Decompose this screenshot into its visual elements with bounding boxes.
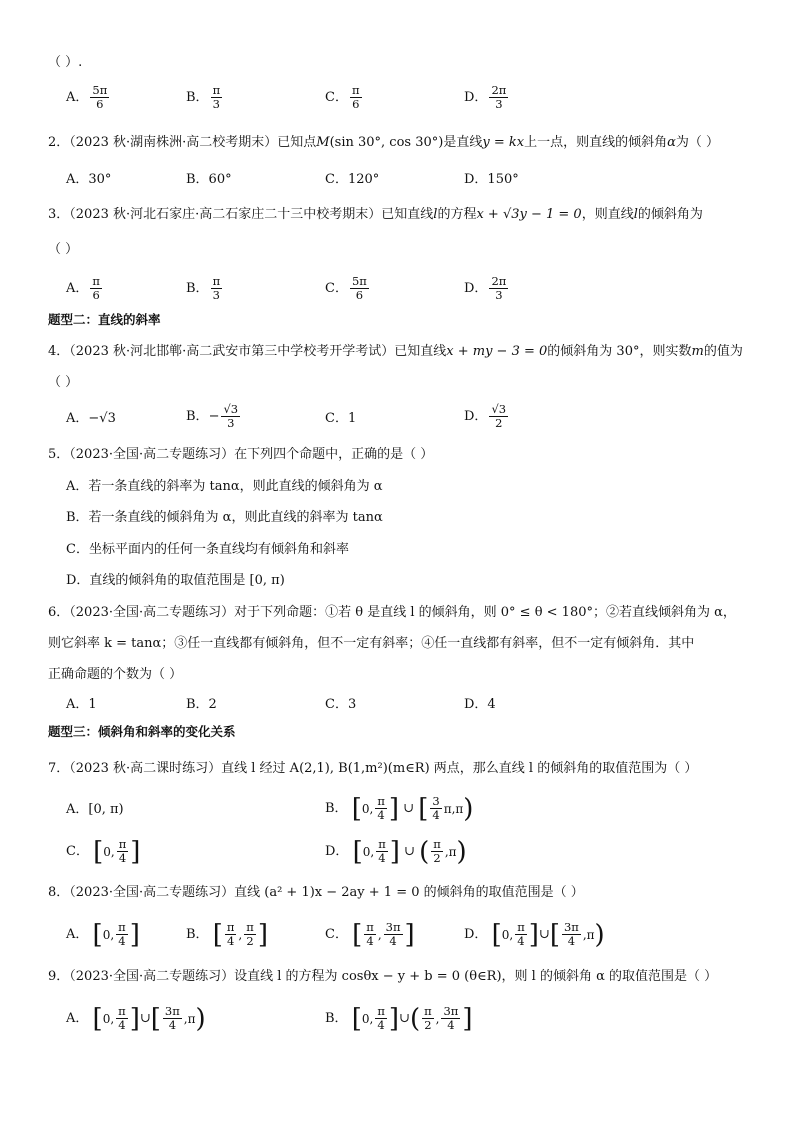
q8-option-c: C． [ $\frac{\pi}{4}$ , $\frac{3\pi}{4}$ ] <box>325 919 415 950</box>
q7-option-c: C． [ 0, $\frac{\pi}{4}$ ] <box>66 836 141 867</box>
q3-option-d: D． $\frac{2\pi}{3}$ <box>464 274 507 302</box>
q4-option-a: A．−√3 <box>66 411 116 426</box>
q6-option-d: D．4 <box>464 697 496 712</box>
continued-paren: （ ）. <box>48 55 83 70</box>
q5-option-a: A．若一条直线的斜率为 tanα，则此直线的倾斜角为 α <box>66 479 383 494</box>
q1-option-b: B． $\frac{\pi}{3}$ <box>186 83 221 111</box>
q6-stem-line2: 则它斜率 k = tanα；③任一直线都有倾斜角，但不一定有斜率；④任一直线都有斜率，但不一定有倾斜角．其中 <box>48 636 695 651</box>
q7-stem: 7．（2023 秋·高二课时练习）直线 l 经过 A(2,1), B(1,m²)(m∈R) 两点，那么直线 l 的倾斜角的取值范围为（ ） <box>48 761 698 776</box>
q3-paren: （ ） <box>48 242 79 257</box>
q6-option-a: A．1 <box>66 697 97 712</box>
q1-option-d: D． $\frac{2\pi}{3}$ <box>464 83 507 111</box>
q6-option-c: C．3 <box>325 697 357 712</box>
q8-stem: 8．（2023·全国·高二专题练习）直线 (a² + 1)x − 2ay + 1 = 0 的倾斜角的取值范围是（ ） <box>48 885 584 900</box>
q7-option-d: D． [ 0, $\frac{\pi}{4}$ ] ∪ ( $\frac{\pi}{2}$ ,π ) <box>325 836 467 867</box>
q5-option-b: B．若一条直线的倾斜角为 α，则此直线的斜率为 tanα <box>66 510 383 525</box>
q1-option-c: C． $\frac{\pi}{6}$ <box>325 83 360 111</box>
q7-option-a: A．[0, π) <box>66 802 124 817</box>
q9-option-a: A． [ 0, $\frac{\pi}{4}$ ] ∪ [ $\frac{3\pi}{4}$ ,π ) <box>66 1003 206 1034</box>
q1-option-a: A． $\frac{5\pi}{6}$ <box>66 83 108 111</box>
q9-stem: 9．（2023·全国·高二专题练习）设直线 l 的方程为 cosθx − y + b = 0 (θ∈R)，则 l 的倾斜角 α 的取值范围是（ ） <box>48 969 718 984</box>
q4-stem: 4．（2023 秋·河北邯郸·高二武安市第三中学校考开学考试）已知直线x + my − 3 = 0的倾斜角为 30°，则实数m的值为 <box>48 344 743 359</box>
q4-option-c: C．1 <box>325 411 357 426</box>
q5-option-d: D．直线的倾斜角的取值范围是 [0, π) <box>66 573 285 588</box>
q5-option-c: C．坐标平面内的任何一条直线均有倾斜角和斜率 <box>66 542 349 557</box>
q3-option-a: A． $\frac{\pi}{6}$ <box>66 274 100 302</box>
q3-stem: 3．（2023 秋·河北石家庄·高二石家庄二十三中校考期末）已知直线l的方程x + √3y − 1 = 0，则直线l的倾斜角为 <box>48 207 703 222</box>
q2-option-d: D．150° <box>464 172 519 187</box>
q4-option-d: D． $\frac{√3}{2}$ <box>464 402 507 430</box>
section-heading-2: 题型二：直线的斜率 <box>48 312 161 327</box>
q8-option-b: B． [ $\frac{\pi}{4}$ , $\frac{\pi}{2}$ ] <box>186 919 268 950</box>
q2-option-a: A．30° <box>66 172 112 187</box>
q9-option-b: B． [ 0, $\frac{\pi}{4}$ ] ∪ ( $\frac{\pi}{2}$ , $\frac{3\pi}{4}$ ] <box>325 1003 473 1034</box>
q4-paren: （ ） <box>48 375 79 390</box>
q3-option-b: B． $\frac{\pi}{3}$ <box>186 274 221 302</box>
q3-option-c: C． $\frac{5\pi}{6}$ <box>325 274 367 302</box>
section-heading-3: 题型三：倾斜角和斜率的变化关系 <box>48 724 236 739</box>
q4-option-b: B．− $\frac{√3}{3}$ <box>186 402 239 430</box>
q2-option-b: B．60° <box>186 172 232 187</box>
q8-option-d: D． [ 0, $\frac{\pi}{4}$ ] ∪ [ $\frac{3\pi}{4}$ ,π ) <box>464 919 605 950</box>
q7-option-b: B． [ 0, $\frac{\pi}{4}$ ] ∪ [ $\frac{3}{4}$ π,π ) <box>325 793 474 824</box>
q6-stem-line3: 正确命题的个数为（ ） <box>48 667 183 682</box>
q6-stem-line1: 6．（2023·全国·高二专题练习）对于下列命题：①若 θ 是直线 l 的倾斜角，则 0° ≤ θ < 180°；②若直线倾斜角为 α， <box>48 605 736 620</box>
q5-stem: 5．（2023·全国·高二专题练习）在下列四个命题中，正确的是（ ） <box>48 447 434 462</box>
q8-option-a: A． [ 0, $\frac{\pi}{4}$ ] <box>66 919 140 950</box>
q6-option-b: B．2 <box>186 697 217 712</box>
q2-option-c: C．120° <box>325 172 380 187</box>
q2-stem: 2．（2023 秋·湖南株洲·高二校考期末）已知点M(sin 30°, cos 30°)是直线y = kx上一点，则直线的倾斜角α为（ ） <box>48 135 719 150</box>
